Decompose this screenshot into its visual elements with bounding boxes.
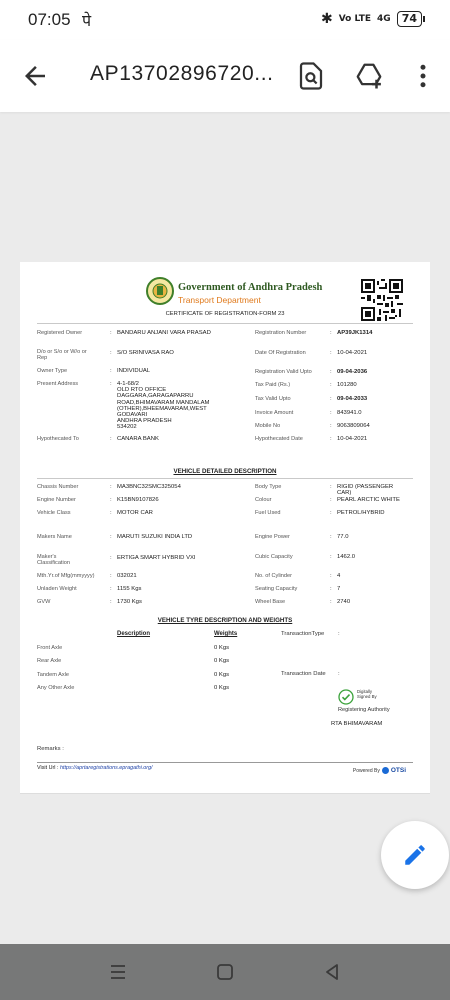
- chassis-number: MA3BNC32SMC325054: [117, 484, 181, 490]
- field-label: Body Type: [255, 484, 282, 490]
- home-icon[interactable]: [213, 960, 237, 984]
- volte-icon: Vo LTE: [338, 13, 372, 24]
- back-arrow-icon[interactable]: [20, 61, 50, 91]
- invoice-amount: 843941.0: [337, 410, 362, 416]
- field-label: Mth.Yr.of Mfg(mmyyyy): [37, 573, 95, 579]
- owner-type: INDIVIDUAL: [117, 368, 151, 374]
- field-label: Registration Number: [255, 330, 307, 336]
- field-label: Cubic Capacity: [255, 554, 293, 560]
- edit-pencil-icon: [402, 842, 428, 868]
- carrier-glyph: पे: [82, 11, 92, 30]
- field-label: GVW: [37, 599, 51, 605]
- weights-header: Weights: [214, 631, 238, 637]
- search-document-icon[interactable]: [296, 61, 326, 91]
- axle-weight: 0 Kgs: [214, 645, 230, 651]
- field-label: Registration Valid Upto: [255, 369, 312, 375]
- registration-valid-upto: 09-04-2036: [337, 369, 368, 375]
- fuel-used: PETROL/HYBRID: [337, 510, 385, 516]
- divider: [37, 323, 413, 324]
- digital-signature-check-icon: [338, 689, 354, 705]
- description-header: Description: [117, 631, 151, 637]
- field-label: Engine Power: [255, 534, 290, 540]
- field-label: Unladen Weight: [37, 586, 77, 592]
- visit-url-link[interactable]: https://aprtaregistrations.epragathi.org/: [59, 765, 153, 771]
- bluetooth-icon: ✱: [320, 11, 333, 27]
- status-bar: [0, 0, 450, 40]
- date-of-registration: 10-04-2021: [337, 350, 368, 356]
- tyre-section-title: VEHICLE TYRE DESCRIPTION AND WEIGHTS: [157, 617, 293, 624]
- field-label: No. of Cylinder: [255, 573, 292, 579]
- transaction-date-label: Transaction Date: [281, 671, 326, 677]
- seating-capacity: 7: [337, 586, 341, 592]
- divider: [37, 478, 413, 479]
- battery-icon: 74: [397, 11, 422, 27]
- axle-label: Any Other Axle: [37, 685, 75, 691]
- axle-label: Tandem Axle: [37, 672, 70, 678]
- remarks-label: Remarks :: [37, 746, 64, 752]
- edit-fab-button[interactable]: [381, 821, 449, 889]
- field-label: Mobile No: [255, 423, 281, 429]
- field-label: Registered Owner: [37, 330, 83, 336]
- registering-authority: Registering Authority: [338, 707, 390, 713]
- add-to-drive-icon[interactable]: [354, 61, 384, 91]
- powered-by: [353, 767, 406, 774]
- vehicle-section-title: VEHICLE DETAILED DESCRIPTION: [173, 468, 277, 475]
- tax-valid-upto: 09-04-2033: [337, 396, 368, 402]
- field-label: Chassis Number: [37, 484, 79, 490]
- gov-title: Government of Andhra Pradesh: [178, 282, 323, 293]
- field-label: D/o or S/o or W/o or Rep: [37, 349, 87, 362]
- tax-paid: 101280: [337, 382, 357, 388]
- colour: PEARL ARCTIC WHITE: [337, 497, 400, 503]
- field-label: Seating Capacity: [255, 586, 298, 592]
- visit-label: Visit Url :: [37, 765, 59, 771]
- field-label: Wheel Base: [255, 599, 286, 605]
- certificate-page: Government of Andhra Pradesh Transport Department CERTIFICATE OF REGISTRATION-FORM 23 Registered Owner : BANDARU ANJANI VARA PRASAD D/o or S/o or W/o or Rep : S/O SRINIVASA RAO Owner Type : INDIVIDUAL Present Address : 4-1-68/2 OLD RTO OFFICE DAGGARA,GARAGAPARRU ROAD,BHIMAVARAM MANDALAM (OTHER),BHEEMAVARAM,WEST GODAVARI ANDHRA PRADESH 534202 Hypothecated To : CANARA BANK Registration Number : AP39JK1314 Date Of Registration : 10-04-2021 Registration Valid Upto : 09-04-2036 Tax Paid (Rs.) : 101280 Tax Valid Upto : 09-04-2033 Invoice Amount : 843941.0 Mobile No : 9063809064 Hypothecated Date : 10-04-2021 VEHICLE DETAILED DESCRIPTION Chassis Number : MA3BNC32SMC325054 Engine Number : K15BN9107826 Vehicle Class : MOTOR CAR Makers Name : MARUTI SUZUKI INDIA LTD Maker's Classification : ERTIGA SMART HYBRID VXI Mth.Yr.of Mfg(mmyyyy) : 032021 Unladen Weight : 1155 Kgs GVW : 1730 Kgs Body Type : RIGID (PASSENGER CAR) Colour : PEARL ARCTIC WHITE Fuel Used : PETROL/HYBRID Engine Power : 77.0 Cubic Capacity : 1462.0 No. of Cylinder : 4 Seating Capacity : 7 Wheel Base : 2740 VEHICLE TYRE DESCRIPTION AND WEIGHTS Description Weights TransactionType : Front Axle 0 Kgs Rear Axle 0 Kgs Tandem Axle 0 Kgs Any Other Axle 0 Kgs Transaction Date : Digitally Signed By Registering Authority RTA BHIMAVARAM Remarks : Visit Url : https://aprtaregistrations.epragathi.org/ Powered By OTSi: [20, 262, 430, 794]
- axle-weight: 0 Kgs: [214, 685, 230, 691]
- makers-name: MARUTI SUZUKI INDIA LTD: [117, 534, 193, 540]
- transaction-type-label: TransactionType: [281, 631, 325, 637]
- cubic-capacity: 1462.0: [337, 554, 356, 560]
- system-nav-bar: [0, 944, 450, 1000]
- wheel-base: 2740: [337, 599, 351, 605]
- field-label: Hypothecated To: [37, 436, 79, 442]
- back-triangle-icon[interactable]: [320, 960, 344, 984]
- present-address: 4-1-68/2 OLD RTO OFFICE DAGGARA,GARAGAPARRU ROAD,BHIMAVARAM MANDALAM (OTHER),BHEEMAVARAM,WEST GODAVARI ANDHRA PRADESH 534202: [117, 381, 210, 431]
- document-title: AP13702896720...: [90, 62, 274, 85]
- relation: S/O SRINIVASA RAO: [117, 350, 174, 356]
- month-year-mfg: 032021: [117, 573, 137, 579]
- divider: [37, 762, 413, 763]
- hypothecated-to: CANARA BANK: [117, 436, 159, 442]
- otsi-label: OTSi: [390, 767, 406, 774]
- app-bar: [0, 40, 450, 112]
- engine-power: 77.0: [337, 534, 349, 540]
- no-of-cylinder: 4: [337, 573, 341, 579]
- field-label: Hypothecated Date: [255, 436, 303, 442]
- mobile-no: 9063809064: [337, 423, 370, 429]
- field-label: Date Of Registration: [255, 350, 306, 356]
- dept-title: Transport Department: [178, 295, 261, 305]
- field-label: Vehicle Class: [37, 510, 71, 516]
- field-label: Present Address: [37, 381, 79, 387]
- engine-number: K15BN9107826: [117, 497, 159, 503]
- field-label: Tax Valid Upto: [255, 396, 291, 402]
- field-label: Tax Paid (Rs.): [255, 382, 291, 388]
- body-type: RIGID (PASSENGER CAR): [337, 484, 394, 496]
- visit-url-line: [37, 765, 153, 771]
- gvw: 1730 Kgs: [117, 599, 142, 605]
- transaction-type-colon: :: [338, 631, 340, 637]
- field-label: Maker's Classification: [37, 554, 70, 567]
- ap-emblem-logo: [146, 276, 174, 306]
- certificate-title: CERTIFICATE OF REGISTRATION-FORM 23: [165, 311, 285, 317]
- field-label: Colour: [255, 497, 272, 503]
- field-label: Engine Number: [37, 497, 76, 503]
- field-label: Makers Name: [37, 534, 72, 540]
- field-label: Fuel Used: [255, 510, 281, 516]
- axle-weight: 0 Kgs: [214, 672, 230, 678]
- makers-classification: ERTIGA SMART HYBRID VXI: [117, 555, 196, 561]
- axle-weight: 0 Kgs: [214, 658, 230, 664]
- powered-by-label: Powered By: [352, 767, 380, 774]
- recent-apps-icon[interactable]: [106, 960, 130, 984]
- status-icons: [321, 11, 422, 27]
- registered-owner: BANDARU ANJANI VARA PRASAD: [117, 330, 211, 336]
- status-time: 07:05: [28, 10, 71, 29]
- more-vert-icon[interactable]: [408, 61, 438, 91]
- hypothecated-date: 10-04-2021: [337, 436, 368, 442]
- unladen-weight: 1155 Kgs: [117, 586, 142, 592]
- otsi-logo-icon: [382, 767, 389, 774]
- axle-label: Rear Axle: [37, 658, 62, 664]
- digitally-signed-text: Digitally Signed By: [357, 689, 377, 699]
- field-label: Invoice Amount: [255, 410, 294, 416]
- transaction-date-colon: :: [338, 671, 340, 677]
- signal-4g-icon: 4G: [377, 13, 391, 24]
- vehicle-class: MOTOR CAR: [117, 510, 153, 516]
- axle-label: Front Axle: [37, 645, 63, 651]
- rta-name: RTA BHIMAVARAM: [331, 721, 383, 727]
- registration-number: AP39JK1314: [337, 330, 373, 336]
- field-label: Owner Type: [37, 368, 68, 374]
